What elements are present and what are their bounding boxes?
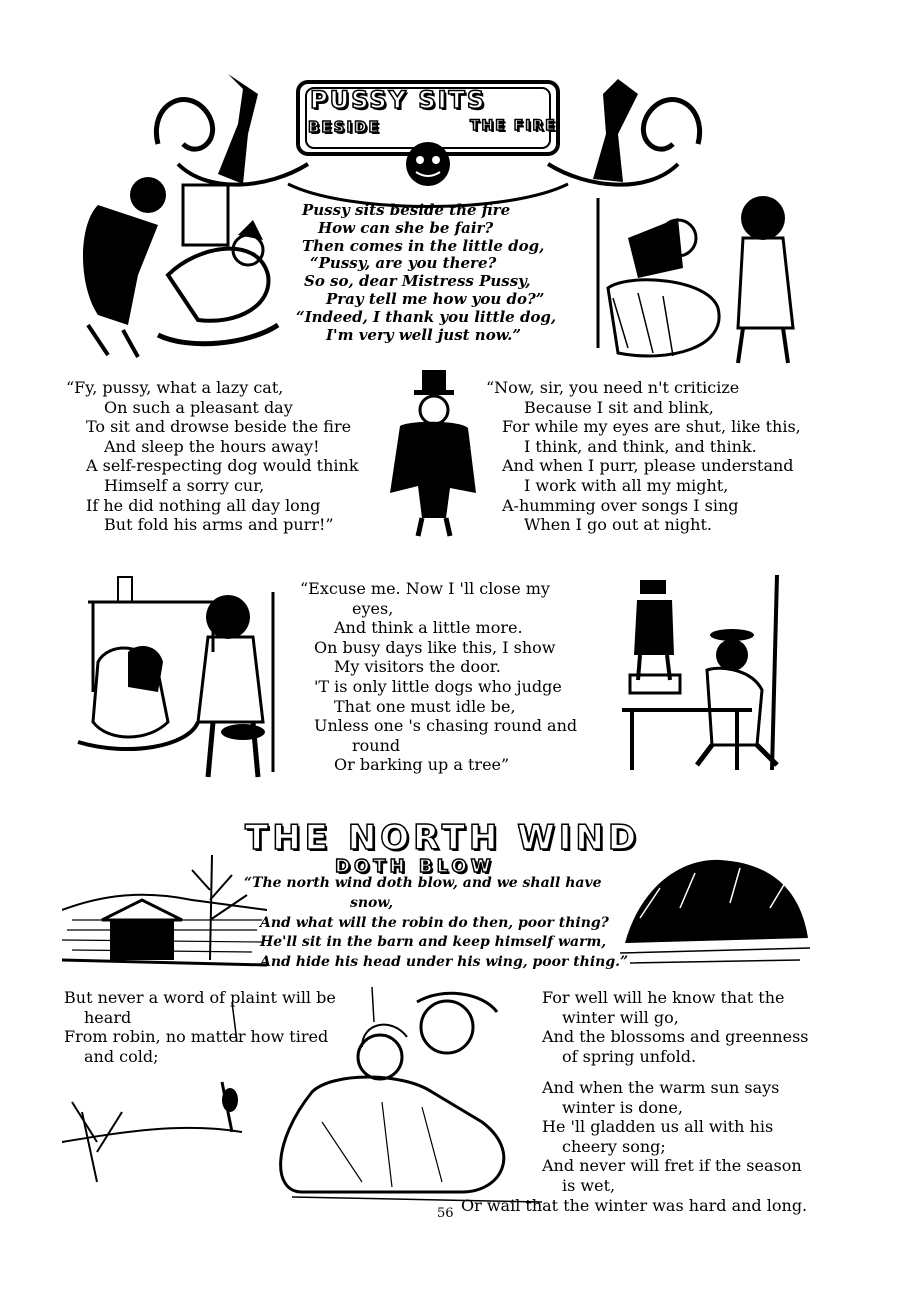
verse-line: He 'll gladden us all with his [542, 1117, 774, 1137]
verse-line: Pray tell me how you do?” [326, 289, 545, 308]
verse-line: But fold his arms and purr!” [104, 515, 334, 535]
verse-line: I'm very well just now.” [326, 325, 521, 344]
verse-line: “Pussy, are you there? [310, 254, 497, 273]
verse-line: And the blossoms and greenness [542, 1027, 809, 1047]
winter-barn-scene-illustration [62, 850, 267, 975]
northwind-title-line2: DOTH BLOW [335, 856, 495, 877]
verse-line: He'll sit in the barn and keep himself warm, [260, 934, 607, 951]
verse-line: I think, and think, and think. [524, 436, 757, 456]
verse-line: “Now, sir, you need n't criticize [486, 378, 740, 397]
verse-line: round [352, 735, 401, 755]
cat-in-top-hat-illustration [380, 368, 485, 543]
verse-line: Himself a sorry cur, [104, 475, 265, 495]
verse-line: A self-respecting dog would think [86, 456, 359, 476]
verse-line: From robin, no matter how tired [64, 1027, 329, 1047]
verse-line: So so, dear Mistress Pussy, [304, 272, 531, 291]
verse-line: A-humming over songs I sing [502, 495, 739, 515]
pussy-title-line2a: BESIDE [308, 118, 381, 136]
northwind-title-line1: THE NORTH WIND [245, 818, 641, 858]
verse-line: of spring unfold. [562, 1046, 697, 1066]
verse-line: And hide his head under his wing, poor thing.” [260, 954, 629, 971]
verse-line: “Fy, pussy, what a lazy cat, [66, 378, 284, 397]
verse-line: My visitors the door. [334, 657, 501, 677]
winter-hedge-illustration [620, 848, 810, 970]
verse-line: heard [84, 1007, 132, 1027]
verse-line: “Excuse me. Now I 'll close my [300, 579, 550, 598]
verse-line: How can she be fair? [318, 218, 494, 237]
pussy-title-line2b: THE FIRE [470, 118, 557, 134]
verse-line: “The north wind doth blow, and we shall have [244, 875, 602, 891]
verse-line: And when the warm sun says [542, 1078, 780, 1097]
verse-line: eyes, [352, 598, 394, 618]
verse-line: 'T is only little dogs who judge [314, 676, 562, 696]
northwind-right-verse-1 [542, 988, 809, 1066]
cat-reading-and-dog-illustration [568, 178, 803, 368]
page-number: 56 [437, 1206, 454, 1221]
verse-line: Unless one 's chasing round and [314, 716, 578, 736]
verse-line: And what will the robin do then, poor thing? [260, 914, 609, 931]
verse-line: And think a little more. [334, 618, 523, 638]
verse-line: But never a word of plaint will be [64, 988, 336, 1007]
pussy-left-verse [66, 378, 359, 535]
verse-line: winter will go, [562, 1007, 679, 1027]
girls-and-robin-illustration [62, 982, 542, 1214]
verse-line: and cold; [84, 1046, 159, 1066]
verse-line: If he did nothing all day long [86, 495, 321, 515]
pussy-middle-verse [300, 579, 577, 775]
verse-line: To sit and drowse beside the fire [86, 417, 352, 437]
verse-line: Or barking up a tree” [334, 755, 510, 775]
verse-line: snow, [350, 894, 394, 911]
pussy-right-verse [486, 378, 801, 535]
verse-line: And never will fret if the season [542, 1156, 802, 1176]
verse-line: Because I sit and blink, [524, 397, 714, 417]
verse-line: Then comes in the little dog, [302, 236, 545, 255]
northwind-last-line: Or wail that the winter was hard and long. [461, 1196, 808, 1215]
verse-line: “Indeed, I thank you little dog, [296, 307, 557, 326]
cat-rocker-dog-hat-illustration [68, 572, 283, 784]
dog-and-cat-fireside-illustration [68, 165, 293, 360]
verse-line: winter is done, [562, 1097, 683, 1117]
verse-line: That one must idle be, [334, 696, 516, 716]
pussy-banner-verse [296, 202, 596, 344]
northwind-right-verse-2 [542, 1078, 810, 1196]
verse-line: Pussy sits beside the fire [302, 201, 511, 219]
verse-line: On busy days like this, I show [314, 637, 556, 657]
pussy-title-line1: PUSSY SITS [310, 86, 487, 114]
verse-line: On such a pleasant day [104, 397, 293, 417]
verse-line: is wet, [562, 1175, 616, 1195]
verse-line: For while my eyes are shut, like this, [502, 417, 801, 437]
verse-line: And when I purr, please understand [502, 456, 794, 476]
dog-on-bench-illustration [612, 570, 810, 782]
verse-line: When I go out at night. [524, 515, 712, 535]
northwind-banner-verse [244, 874, 634, 973]
verse-line: For well will he know that the [542, 988, 785, 1007]
verse-line: cheery song; [562, 1136, 666, 1156]
verse-line: And sleep the hours away! [104, 436, 320, 456]
verse-line: I work with all my might, [524, 475, 729, 495]
